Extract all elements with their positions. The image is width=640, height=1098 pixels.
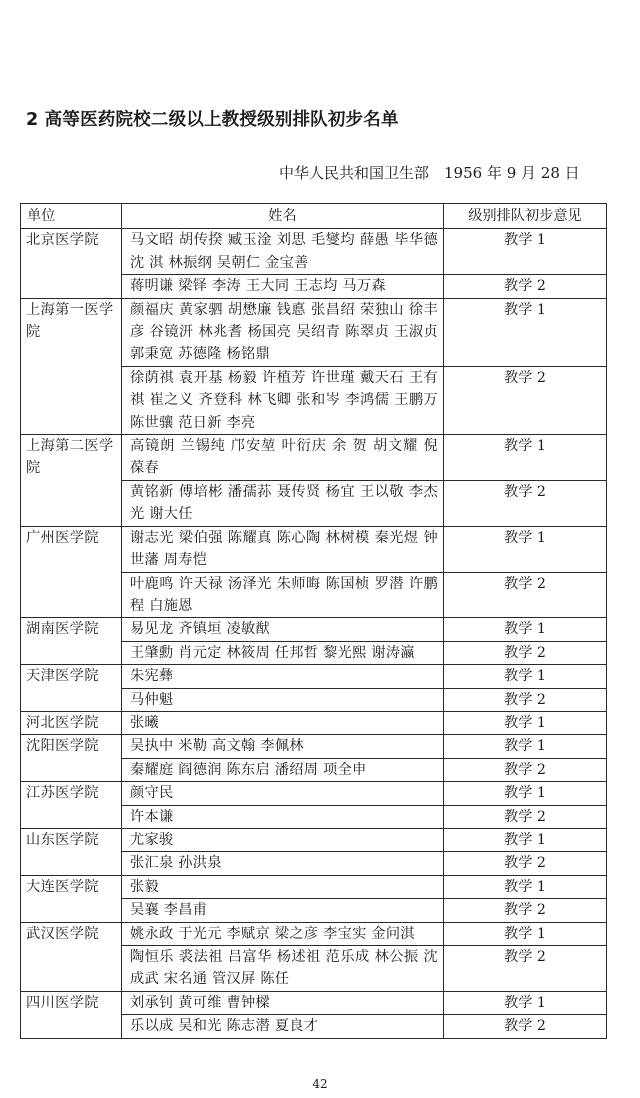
names-cell: 蒋明谦 梁铎 李涛 王大同 王志均 马万森 [122, 275, 444, 298]
header-rank: 级别排队初步意见 [444, 204, 607, 229]
table-header-row [21, 204, 607, 229]
rank-cell: 教学 1 [444, 665, 607, 688]
rank-cell: 教学 2 [444, 688, 607, 711]
header-unit: 单位 [21, 204, 122, 229]
rank-cell: 教学 1 [444, 735, 607, 758]
names-cell: 颜守民 [122, 782, 444, 805]
names-cell: 王肇勳 肖元定 林筱周 任邦哲 黎光熙 谢涛瀛 [122, 641, 444, 664]
names-cell: 秦耀庭 阎德润 陈东启 潘绍周 项全申 [122, 758, 444, 781]
table-row [21, 435, 607, 481]
professor-ranking-table [20, 203, 607, 1039]
names-cell: 黄铭新 傅培彬 潘孺荪 聂传贤 杨宜 王以敬 李杰光 谢大任 [122, 480, 444, 526]
unit-cell: 上海第二医学院 [21, 435, 122, 527]
names-cell: 颜福庆 黄家驷 胡懋廉 钱悳 张昌绍 荣独山 徐丰彦 谷镜汧 林兆耆 杨国亮 吴绍青 陈翠贞 王淑贞 郭秉宽 苏德隆 杨铭鼎 [122, 298, 444, 366]
names-cell: 尤家骏 [122, 828, 444, 851]
unit-cell: 江苏医学院 [21, 782, 122, 829]
unit-cell: 沈阳医学院 [21, 735, 122, 782]
rank-cell: 教学 2 [444, 275, 607, 298]
names-cell: 陶恒乐 裘法祖 吕富华 杨述祖 范乐成 林公振 沈成武 宋名通 管汉屏 陈任 [122, 946, 444, 992]
table-row [21, 298, 607, 366]
rank-cell: 教学 1 [444, 922, 607, 945]
names-cell: 张毅 [122, 875, 444, 898]
rank-cell: 教学 1 [444, 875, 607, 898]
rank-cell: 教学 1 [444, 526, 607, 572]
unit-cell: 山东医学院 [21, 828, 122, 875]
table-row [21, 735, 607, 758]
section-heading: 2 高等医药院校二级以上教授级别排队初步名单 [26, 110, 399, 130]
page-number: 42 [312, 1077, 328, 1091]
table-row [21, 922, 607, 945]
rank-cell: 教学 2 [444, 366, 607, 434]
names-cell: 乐以成 吴和光 陈志潜 夏良才 [122, 1015, 444, 1038]
rank-cell: 教学 2 [444, 572, 607, 618]
names-cell: 高镜朗 兰锡纯 邝安堃 叶衍庆 余 贺 胡文耀 倪葆春 [122, 435, 444, 481]
names-cell: 马仲魁 [122, 688, 444, 711]
rank-cell: 教学 1 [444, 828, 607, 851]
rank-cell: 教学 2 [444, 1015, 607, 1038]
rank-cell: 教学 2 [444, 758, 607, 781]
names-cell: 吴执中 米勒 高文翰 李佩林 [122, 735, 444, 758]
rank-cell: 教学 1 [444, 435, 607, 481]
table-body [21, 229, 607, 1038]
names-cell: 刘承钊 黄可维 曹钟樑 [122, 991, 444, 1014]
names-cell: 朱宪彝 [122, 665, 444, 688]
unit-cell: 武汉医学院 [21, 922, 122, 991]
unit-cell: 湖南医学院 [21, 618, 122, 665]
names-cell: 徐荫祺 袁开基 杨毅 许植芳 许世瑾 戴天石 王有祺 崔之义 齐登科 林飞卿 张和岑 李鸿儒 王鹏万 陈世骧 范日新 李亮 [122, 366, 444, 434]
rank-cell: 教学 1 [444, 618, 607, 641]
unit-cell: 上海第一医学院 [21, 298, 122, 434]
names-cell: 姚永政 于光元 李赋京 梁之彦 李宝实 金问淇 [122, 922, 444, 945]
names-cell: 许本谦 [122, 805, 444, 828]
rank-cell: 教学 1 [444, 229, 607, 275]
table-row [21, 875, 607, 898]
names-cell: 马文昭 胡传揆 臧玉淦 刘思 毛燮均 薛愚 毕华德 沈 淇 林振纲 吴朝仁 金宝善 [122, 229, 444, 275]
rank-cell: 教学 1 [444, 711, 607, 734]
rank-cell: 教学 2 [444, 946, 607, 992]
rank-cell: 教学 2 [444, 641, 607, 664]
table-row [21, 711, 607, 734]
rank-cell: 教学 2 [444, 852, 607, 875]
header-names: 姓名 [122, 204, 444, 229]
names-cell: 谢志光 梁伯强 陈耀真 陈心陶 林树模 秦光煜 钟世藩 周寿恺 [122, 526, 444, 572]
table-row [21, 782, 607, 805]
unit-cell: 四川医学院 [21, 991, 122, 1038]
rank-cell: 教学 1 [444, 991, 607, 1014]
unit-cell: 天津医学院 [21, 665, 122, 712]
unit-cell: 大连医学院 [21, 875, 122, 922]
unit-cell: 河北医学院 [21, 711, 122, 734]
names-cell: 张汇泉 孙洪泉 [122, 852, 444, 875]
table-row [21, 229, 607, 275]
table-row [21, 665, 607, 688]
unit-cell: 广州医学院 [21, 526, 122, 618]
table-row [21, 991, 607, 1014]
issuer-date-line: 中华人民共和国卫生部 1956 年 9 月 28 日 [279, 164, 580, 182]
table-row [21, 526, 607, 572]
names-cell: 叶鹿鸣 许天禄 汤泽光 朱师晦 陈国桢 罗潜 许鹏程 白施恩 [122, 572, 444, 618]
rank-cell: 教学 1 [444, 298, 607, 366]
rank-cell: 教学 2 [444, 480, 607, 526]
rank-cell: 教学 2 [444, 899, 607, 922]
table-row [21, 618, 607, 641]
unit-cell: 北京医学院 [21, 229, 122, 298]
table-row [21, 828, 607, 851]
names-cell: 吴襄 李昌甫 [122, 899, 444, 922]
names-cell: 易见龙 齐镇垣 凌敏猷 [122, 618, 444, 641]
rank-cell: 教学 2 [444, 805, 607, 828]
names-cell: 张曦 [122, 711, 444, 734]
rank-cell: 教学 1 [444, 782, 607, 805]
